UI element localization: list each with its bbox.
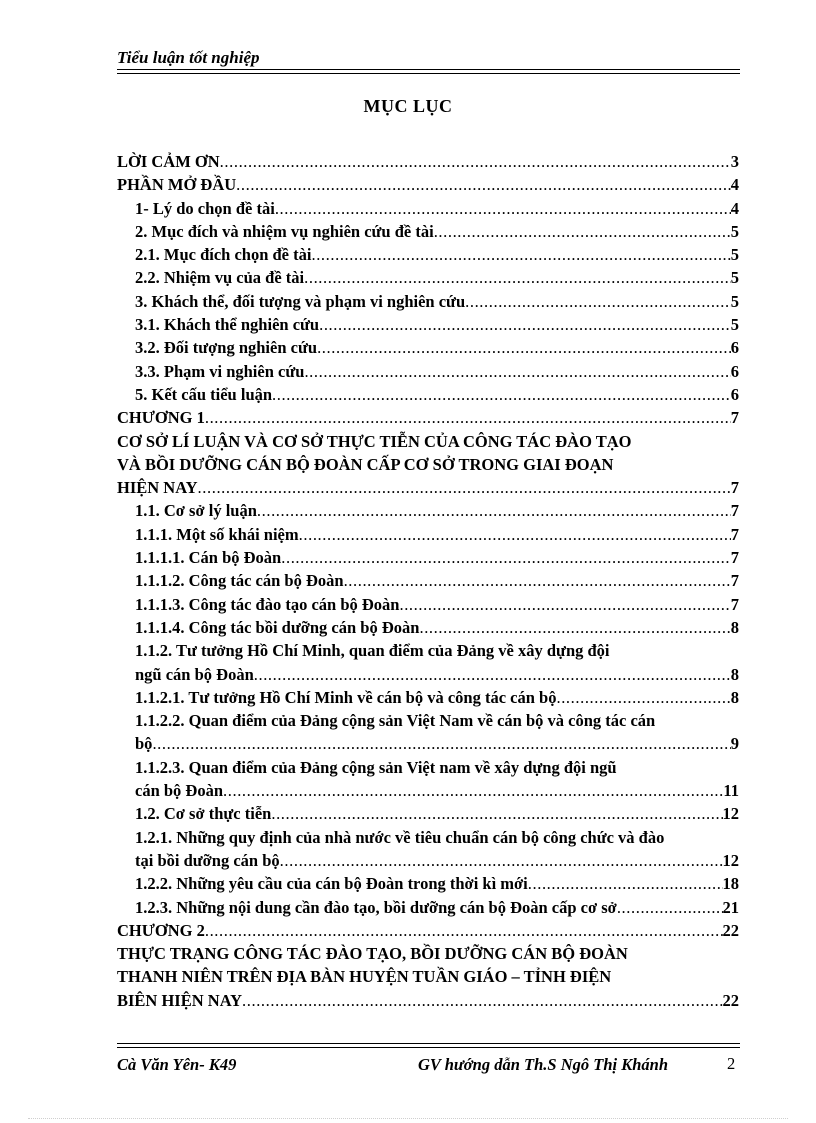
- toc-page-number: 4: [730, 198, 739, 218]
- toc-entry-line: [117, 616, 739, 639]
- toc-page-number: 7: [730, 408, 739, 428]
- footer-author: Cà Văn Yên- K49: [117, 1055, 237, 1074]
- toc-leader-dots: [465, 290, 731, 313]
- toc-leader-dots: [205, 406, 731, 429]
- toc-entry-text: cán bộ Đoàn: [135, 781, 224, 801]
- toc-entry-text: 1.1.1.2. Công tác cán bộ Đoàn: [135, 571, 344, 591]
- toc-entry-line: [117, 709, 739, 732]
- toc-entry-text: tại bồi dưỡng cán bộ: [135, 850, 280, 870]
- footer-rule: [117, 1043, 740, 1048]
- toc-entry-text: 1.1.2.1. Tư tưởng Hồ Chí Minh về cán bộ và công tác cán bộ: [135, 687, 557, 707]
- toc-entry-text: LỜI CẢM ƠN: [117, 152, 220, 171]
- toc-entry-text: 1- Lý do chọn đề tài: [135, 198, 275, 218]
- toc-page-number: 12: [722, 804, 739, 824]
- toc-leader-dots: [272, 383, 731, 406]
- toc-page-number: 7: [730, 594, 739, 614]
- toc-entry-text: 1.1.2.3. Quan điểm của Đảng cộng sản Việt nam về xây dựng đội ngũ: [135, 757, 617, 777]
- page-number: 2: [727, 1054, 736, 1073]
- toc-entry-text: bộ: [135, 734, 153, 754]
- toc-leader-dots: [617, 896, 723, 919]
- toc-entry-line: [117, 383, 739, 406]
- toc-entry-line: [117, 406, 739, 429]
- toc-page-number: 3: [730, 152, 739, 171]
- toc-page-number: 8: [730, 687, 739, 707]
- toc-entry-line: [117, 756, 739, 779]
- toc-leader-dots: [528, 872, 723, 895]
- toc-leader-dots: [419, 616, 730, 639]
- toc-entry-line: [117, 430, 739, 453]
- toc-leader-dots: [242, 989, 722, 1012]
- toc-entry-line: [117, 499, 739, 522]
- toc-page-number: 5: [730, 268, 739, 288]
- toc-entry-text: 1.1.2.2. Quan điểm của Đảng cộng sản Việt Nam về cán bộ và công tác cán: [135, 711, 656, 731]
- toc-entry-line: [117, 197, 739, 220]
- toc-page-number: 9: [730, 734, 739, 754]
- toc-entry-line: [117, 476, 739, 499]
- toc-leader-dots: [317, 336, 731, 359]
- toc-entry-text: 1.2.2. Những yêu cầu của cán bộ Đoàn trong thời kì mới: [135, 874, 528, 894]
- toc-page-number: 21: [722, 897, 739, 917]
- toc-entry-text: 3. Khách thể, đối tượng và phạm vi nghiên cứu: [135, 291, 466, 311]
- toc-entry-line: [117, 872, 739, 895]
- table-of-contents: [117, 150, 739, 1012]
- toc-entry-line: [117, 290, 739, 313]
- toc-entry-text: THANH NIÊN TRÊN ĐỊA BÀN HUYỆN TUẦN GIÁO – TỈNH ĐIỆN: [117, 967, 612, 987]
- toc-title: MỤC LỤC: [363, 96, 453, 116]
- toc-leader-dots: [281, 546, 731, 569]
- toc-entry-text: 1.1.2. Tư tưởng Hồ Chí Minh, quan điểm của Đảng về xây dựng đội: [135, 641, 610, 661]
- toc-entry-text: CƠ SỞ LÍ LUẬN VÀ CƠ SỞ THỰC TIỄN CỦA CÔNG TÁC ĐÀO TẠO: [117, 431, 632, 451]
- toc-leader-dots: [556, 686, 730, 709]
- toc-entry-text: CHƯƠNG 2: [117, 920, 205, 940]
- toc-leader-dots: [311, 243, 730, 266]
- toc-leader-dots: [344, 569, 731, 592]
- toc-page-number: 12: [722, 850, 739, 870]
- toc-entry-text: 2. Mục đích và nhiệm vụ nghiên cứu đề tài: [135, 221, 434, 241]
- toc-leader-dots: [299, 523, 731, 546]
- toc-entry-text: PHẦN MỞ ĐẦU: [117, 175, 237, 195]
- toc-page-number: 7: [730, 501, 739, 521]
- toc-entry-line: [117, 686, 739, 709]
- toc-leader-dots: [399, 593, 730, 616]
- toc-page-number: 22: [722, 990, 739, 1010]
- toc-page-number: 5: [730, 315, 739, 335]
- toc-entry-line: [117, 639, 739, 662]
- toc-leader-dots: [271, 802, 722, 825]
- toc-entry-text: 3.3. Phạm vi nghiên cứu: [135, 361, 305, 381]
- toc-entry-text: 3.1. Khách thể nghiên cứu: [135, 315, 320, 335]
- toc-entry-line: [117, 732, 739, 755]
- toc-entry-line: [117, 965, 739, 988]
- toc-page-number: 7: [730, 524, 739, 544]
- toc-entry-line: [117, 360, 739, 383]
- toc-leader-dots: [275, 197, 731, 220]
- toc-entry-line: [117, 849, 739, 872]
- toc-entry-text: BIÊN HIỆN NAY: [117, 990, 243, 1010]
- toc-entry-text: 3.2. Đối tượng nghiên cứu: [135, 338, 318, 358]
- toc-entry-line: [117, 989, 739, 1012]
- toc-entry-text: 2.2. Nhiệm vụ của đề tài: [135, 268, 305, 288]
- toc-leader-dots: [254, 663, 731, 686]
- toc-entry-text: 1.2.3. Những nội dung cần đào tạo, bồi dưỡng cán bộ Đoàn cấp cơ sở: [135, 897, 617, 917]
- toc-entry-line: [117, 779, 739, 802]
- toc-page-number: 11: [723, 781, 739, 801]
- toc-leader-dots: [434, 220, 731, 243]
- toc-entry-line: [117, 453, 739, 476]
- toc-entry-line: [117, 919, 739, 942]
- toc-page-number: 6: [730, 338, 739, 358]
- toc-entry-text: VÀ BỒI DƯỠNG CÁN BỘ ĐOÀN CẤP CƠ SỞ TRONG GIAI ĐOẠN: [117, 454, 614, 474]
- toc-leader-dots: [319, 313, 731, 336]
- footer-advisor: GV hướng dẫn Th.S Ngô Thị Khánh: [418, 1055, 668, 1074]
- toc-entry-text: 1.1. Cơ sở lý luận: [135, 501, 257, 521]
- page-bottom-divider: [28, 1118, 788, 1119]
- toc-entry-text: 1.1.1.4. Công tác bồi dưỡng cán bộ Đoàn: [135, 617, 420, 637]
- running-header-title: Tiểu luận tốt nghiệp: [117, 48, 260, 67]
- header-rule: [117, 69, 740, 74]
- toc-leader-dots: [223, 779, 723, 802]
- toc-entry-text: 1.2.1. Những quy định của nhà nước về tiêu chuẩn cán bộ công chức và đào: [135, 827, 665, 847]
- toc-entry-text: 1.1.1. Một số khái niệm: [135, 524, 299, 544]
- toc-entry-line: [117, 173, 739, 196]
- toc-leader-dots: [304, 360, 730, 383]
- toc-page-number: 5: [730, 245, 739, 265]
- toc-page-number: 6: [730, 384, 739, 404]
- toc-page-number: 8: [730, 664, 739, 684]
- toc-leader-dots: [152, 732, 730, 755]
- toc-entry-line: [117, 313, 739, 336]
- toc-leader-dots: [205, 919, 723, 942]
- toc-entry-text: ngũ cán bộ Đoàn: [135, 664, 254, 684]
- toc-entry-line: [117, 523, 739, 546]
- toc-entry-line: [117, 546, 739, 569]
- toc-leader-dots: [257, 499, 731, 522]
- toc-page-number: 6: [730, 361, 739, 381]
- toc-entry-line: [117, 336, 739, 359]
- toc-leader-dots: [198, 476, 731, 499]
- toc-entry-line: [117, 663, 739, 686]
- toc-entry-text: 1.1.1.1. Cán bộ Đoàn: [135, 548, 282, 568]
- toc-page-number: 4: [730, 175, 739, 195]
- toc-page-number: 18: [722, 874, 739, 894]
- toc-entry-text: 5. Kết cấu tiểu luận: [135, 384, 273, 404]
- toc-leader-dots: [236, 173, 731, 196]
- toc-entry-text: THỰC TRẠNG CÔNG TÁC ĐÀO TẠO, BỒI DƯỠNG CÁN BỘ ĐOÀN: [117, 944, 628, 964]
- toc-page-number: 5: [730, 221, 739, 241]
- toc-entry-line: [117, 569, 739, 592]
- toc-entry-text: CHƯƠNG 1: [117, 408, 205, 428]
- toc-entry-line: [117, 243, 739, 266]
- toc-page-number: 7: [730, 548, 739, 568]
- toc-entry-text: 2.1. Mục đích chọn đề tài: [135, 245, 312, 265]
- toc-entry-text: 1.1.1.3. Công tác đào tạo cán bộ Đoàn: [135, 594, 400, 614]
- toc-page-number: 5: [730, 291, 739, 311]
- toc-page-number: 7: [730, 571, 739, 591]
- toc-page-number: 7: [730, 478, 739, 498]
- toc-entry-line: [117, 942, 739, 965]
- toc-leader-dots: [220, 150, 731, 173]
- toc-entry-line: [117, 150, 739, 173]
- toc-entry-text: HIỆN NAY: [117, 478, 198, 498]
- toc-leader-dots: [280, 849, 723, 872]
- toc-page-number: 8: [730, 617, 739, 637]
- toc-entry-line: [117, 802, 739, 825]
- toc-entry-text: 1.2. Cơ sở thực tiễn: [135, 804, 272, 824]
- toc-leader-dots: [304, 266, 731, 289]
- toc-entry-line: [117, 220, 739, 243]
- toc-entry-line: [117, 896, 739, 919]
- toc-page-number: 22: [722, 920, 739, 940]
- toc-entry-line: [117, 266, 739, 289]
- toc-entry-line: [117, 826, 739, 849]
- toc-entry-line: [117, 593, 739, 616]
